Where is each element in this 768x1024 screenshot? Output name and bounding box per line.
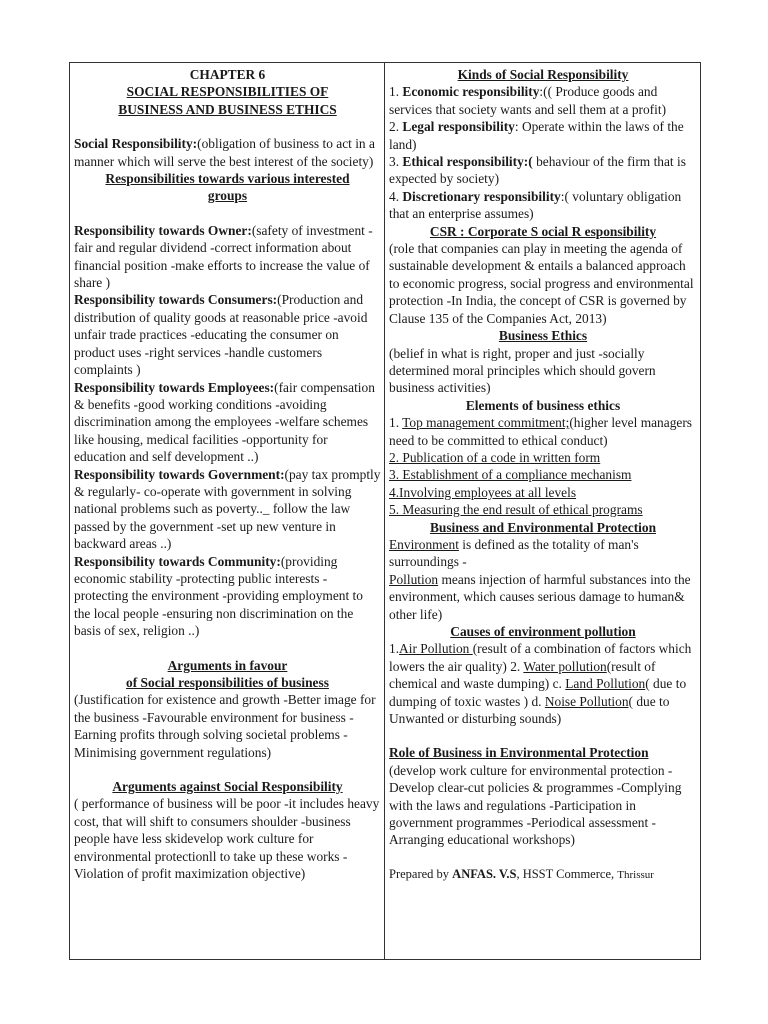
text: :( voluntary obligation that an enterprise assumes) [389,188,682,222]
kind-legal [389,118,697,153]
text: (result of a combination of factors which lowers the air quality) 2. [389,641,692,674]
favour-heading-line1: Arguments in favour [167,657,288,673]
element-5: 5. Measuring the end result of ethical programs [389,502,643,518]
text: (safety of investment -fair and regular dividend -correct information about financial position -make efforts to increase the value of share ) [74,222,373,291]
chapter-title-line2: BUSINESS AND BUSINESS ETHICS [118,101,337,117]
kind-economic [389,83,697,118]
government-responsibility [74,466,381,553]
text: is defined as the totality of man's surroundings - [389,536,639,570]
left-column [70,63,385,959]
spacer [389,727,697,744]
num: 3. [389,154,403,170]
ethics-heading: Business Ethics [498,328,588,344]
num: 1. [389,415,403,431]
text: (fair compensation & benefits -good working conditions -avoiding discrimination among the employees -welfare schemes like housing, medical facilities -opportunity for education and self development ..) [74,379,375,465]
csr-text: (role that companies can play in meeting the agenda of sustainable development & entails a balanced approach to economic progress, social progress and environmental protection -In India, the concept of CSR is governed by Clause 135 of the Companies Act, 2013) [389,241,694,326]
social-responsibility-definition [74,135,381,170]
favour-heading-line2: of Social responsibilities of business [126,675,329,690]
term: Responsibility towards Consumers: [74,292,278,308]
csr-heading: CSR : Corporate S ocial R esponsibility [429,223,657,239]
community-responsibility [74,553,381,640]
spacer [74,640,381,657]
term: Water pollution [523,658,607,674]
term: Land Pollution [565,676,646,692]
text: ( due to Unwanted or disturbing sounds) [389,693,670,727]
num: 1. [389,641,400,657]
against-heading: Arguments against Social Responsibility [112,779,343,795]
term: Top management commitment; [402,415,570,431]
elements-heading: Elements of business ethics [465,397,621,413]
role-text: (develop work culture for environmental protection -Develop clear-cut policies & programmes -Complying with the laws and regulations -Participation in government programmes -Periodical assessment -Arranging educational workshops) [389,762,682,848]
favour-text: (Justification for existence and growth -Better image for the business -Favourable environment for business -Earning profits through solving societal problems -Minimising government regulations) [74,692,376,760]
text: (providing economic stability -protecting public interests -protecting the environment -providing employment to the local people -ensuring non discrimination on the basis of sex, religion ..) [74,553,363,639]
kind-ethical [389,153,697,188]
term: Pollution [389,571,439,587]
spacer [74,205,381,222]
credit-place: Thrissur [617,868,654,881]
text: (higher level managers need to be committed to ethical conduct) [389,415,693,448]
credit-name: ANFAS. V.S [452,866,517,881]
ethics-text: (belief in what is right, proper and just -socially determined moral principles which should govern business activities) [389,345,656,396]
text: : Operate within the laws of the land) [389,119,684,152]
term: Legal responsibility [402,119,515,135]
credit-line [389,866,697,884]
num: 1. [389,84,403,100]
text: (pay tax promptly & regularly- co-operate with government in solving national problems such as poverty.._ follow the law passed by the government -set up new venture in backward areas ..) [74,466,381,552]
role-heading: Role of Business in Environmental Protection [389,745,649,761]
env-heading: Business and Environmental Protection [429,519,657,535]
credit-role: , HSST Commerce, [516,866,618,881]
text: ( due to dumping of toxic wastes ) d. [389,676,687,709]
term: Responsibility towards Owner: [74,222,252,238]
element-1 [389,414,697,449]
causes-text [389,640,697,727]
text: behaviour of the firm that is expected by society) [389,154,686,187]
kinds-heading: Kinds of Social Responsibility [457,67,629,82]
right-column [385,63,700,959]
term: Responsibility towards Community: [74,553,281,569]
employees-responsibility [74,379,381,466]
definition: (obligation of business to act in a manner which will serve the best interest of the society) [74,136,375,169]
num: 4. [389,188,403,204]
term: Environment [389,536,459,552]
term: Ethical responsibility:( [402,154,533,170]
term: Air Pollution [399,641,473,657]
term: Responsibility towards Employees: [74,379,275,395]
notes-sheet [69,62,701,960]
text: means injection of harmful substances into the environment, which causes serious damage to human& other life) [389,571,691,622]
num: 2. [389,119,403,135]
term: Responsibility towards Government: [74,466,285,482]
element-4: 4.Involving employees at all levels [389,484,577,500]
term: Social Responsibility: [74,136,198,152]
spacer [389,849,697,866]
text: :(( Produce goods and services that society wants and sell them at a profit) [389,84,667,117]
owner-responsibility [74,222,381,292]
chapter-title-line1: SOCIAL RESPONSIBILITIES OF [126,84,329,100]
element-3: 3. Establishment of a compliance mechanism [389,467,632,483]
credit-prefix: Prepared by [389,866,453,881]
spacer [74,761,381,778]
text: (result of chemical and waste dumping) c. [389,658,656,692]
causes-heading: Causes of environment pollution [450,624,636,639]
term: Economic responsibility [402,84,540,100]
consumers-responsibility [74,291,381,378]
element-2: 2. Publication of a code in written form [389,449,601,465]
groups-heading-line1: Responsibilities towards various interested [105,171,350,187]
term: Discretionary responsibility [402,188,561,204]
groups-heading-line2: groups [207,188,248,204]
chapter-label: CHAPTER 6 [189,67,266,82]
text: (Production and distribution of quality goods at reasonable price -avoid unfair trade practices -educating the consumer on product uses -right services -handle customers complaints ) [74,292,368,378]
term: Noise Pollution [544,693,629,709]
spacer [74,118,381,135]
against-text: ( performance of business will be poor -it includes heavy cost, that will shift to consumers shoulder -business people have less skidevelop work culture for environmental protectionll to take up these works -Violation of profit maximization objective) [74,796,380,882]
environment-definition [389,536,697,571]
kind-discretionary [389,188,697,223]
pollution-definition [389,571,697,623]
